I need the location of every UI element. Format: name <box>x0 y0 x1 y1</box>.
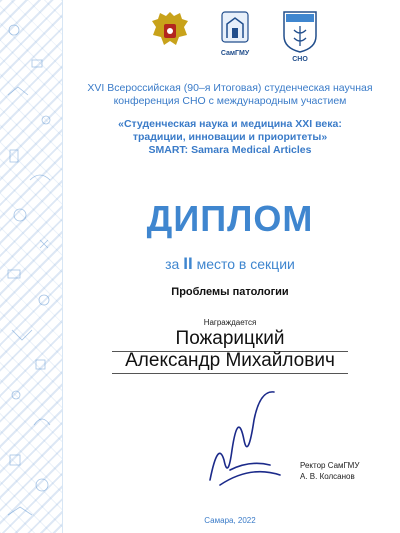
samgmu-logo <box>218 8 252 57</box>
signatory-block <box>300 460 359 482</box>
sno-emblem-icon <box>280 8 320 54</box>
place-prefix: за <box>165 256 180 272</box>
decorative-pattern-strip <box>0 0 63 533</box>
theme-line-1: «Студенческая наука и медицина XXI века: <box>118 118 342 130</box>
recipient-surname: Пожарицкий <box>112 328 348 352</box>
theme-line-3: SMART: Samara Medical Articles <box>148 144 312 156</box>
conference-description <box>68 82 392 108</box>
place-number: II <box>183 254 193 273</box>
conference-line-2: конференция СНО с международным участием <box>113 95 347 107</box>
place-suffix: место в секции <box>196 256 295 272</box>
signatory-title: Ректор СамГМУ <box>300 461 360 470</box>
samgmu-logo-caption: СамГМУ <box>220 50 250 57</box>
handwritten-signature <box>200 390 300 505</box>
sno-logo-caption: СНО <box>292 56 308 63</box>
theme-line-2: традиции, инновации и приоритеты» <box>132 131 328 143</box>
award-place <box>68 254 392 274</box>
section-name: Проблемы патологии <box>171 286 289 298</box>
place-and-year: Самара, 2022 <box>204 516 256 525</box>
recipient-given-names: Александр Михайлович <box>112 350 348 374</box>
eagle-emblem-icon <box>150 8 190 54</box>
awarded-label: Награждается <box>203 318 257 327</box>
coat-of-arms-logo <box>150 8 190 54</box>
signatory-name: А. В. Колсанов <box>300 472 355 481</box>
logo-row <box>150 8 320 68</box>
sno-logo <box>280 8 320 63</box>
conference-theme <box>68 118 392 157</box>
university-building-icon <box>218 8 252 48</box>
conference-line-1: XVI Всероссийская (90–я Итоговая) студенческая научная <box>87 82 373 94</box>
diploma-title: ДИПЛОМ <box>146 198 314 239</box>
